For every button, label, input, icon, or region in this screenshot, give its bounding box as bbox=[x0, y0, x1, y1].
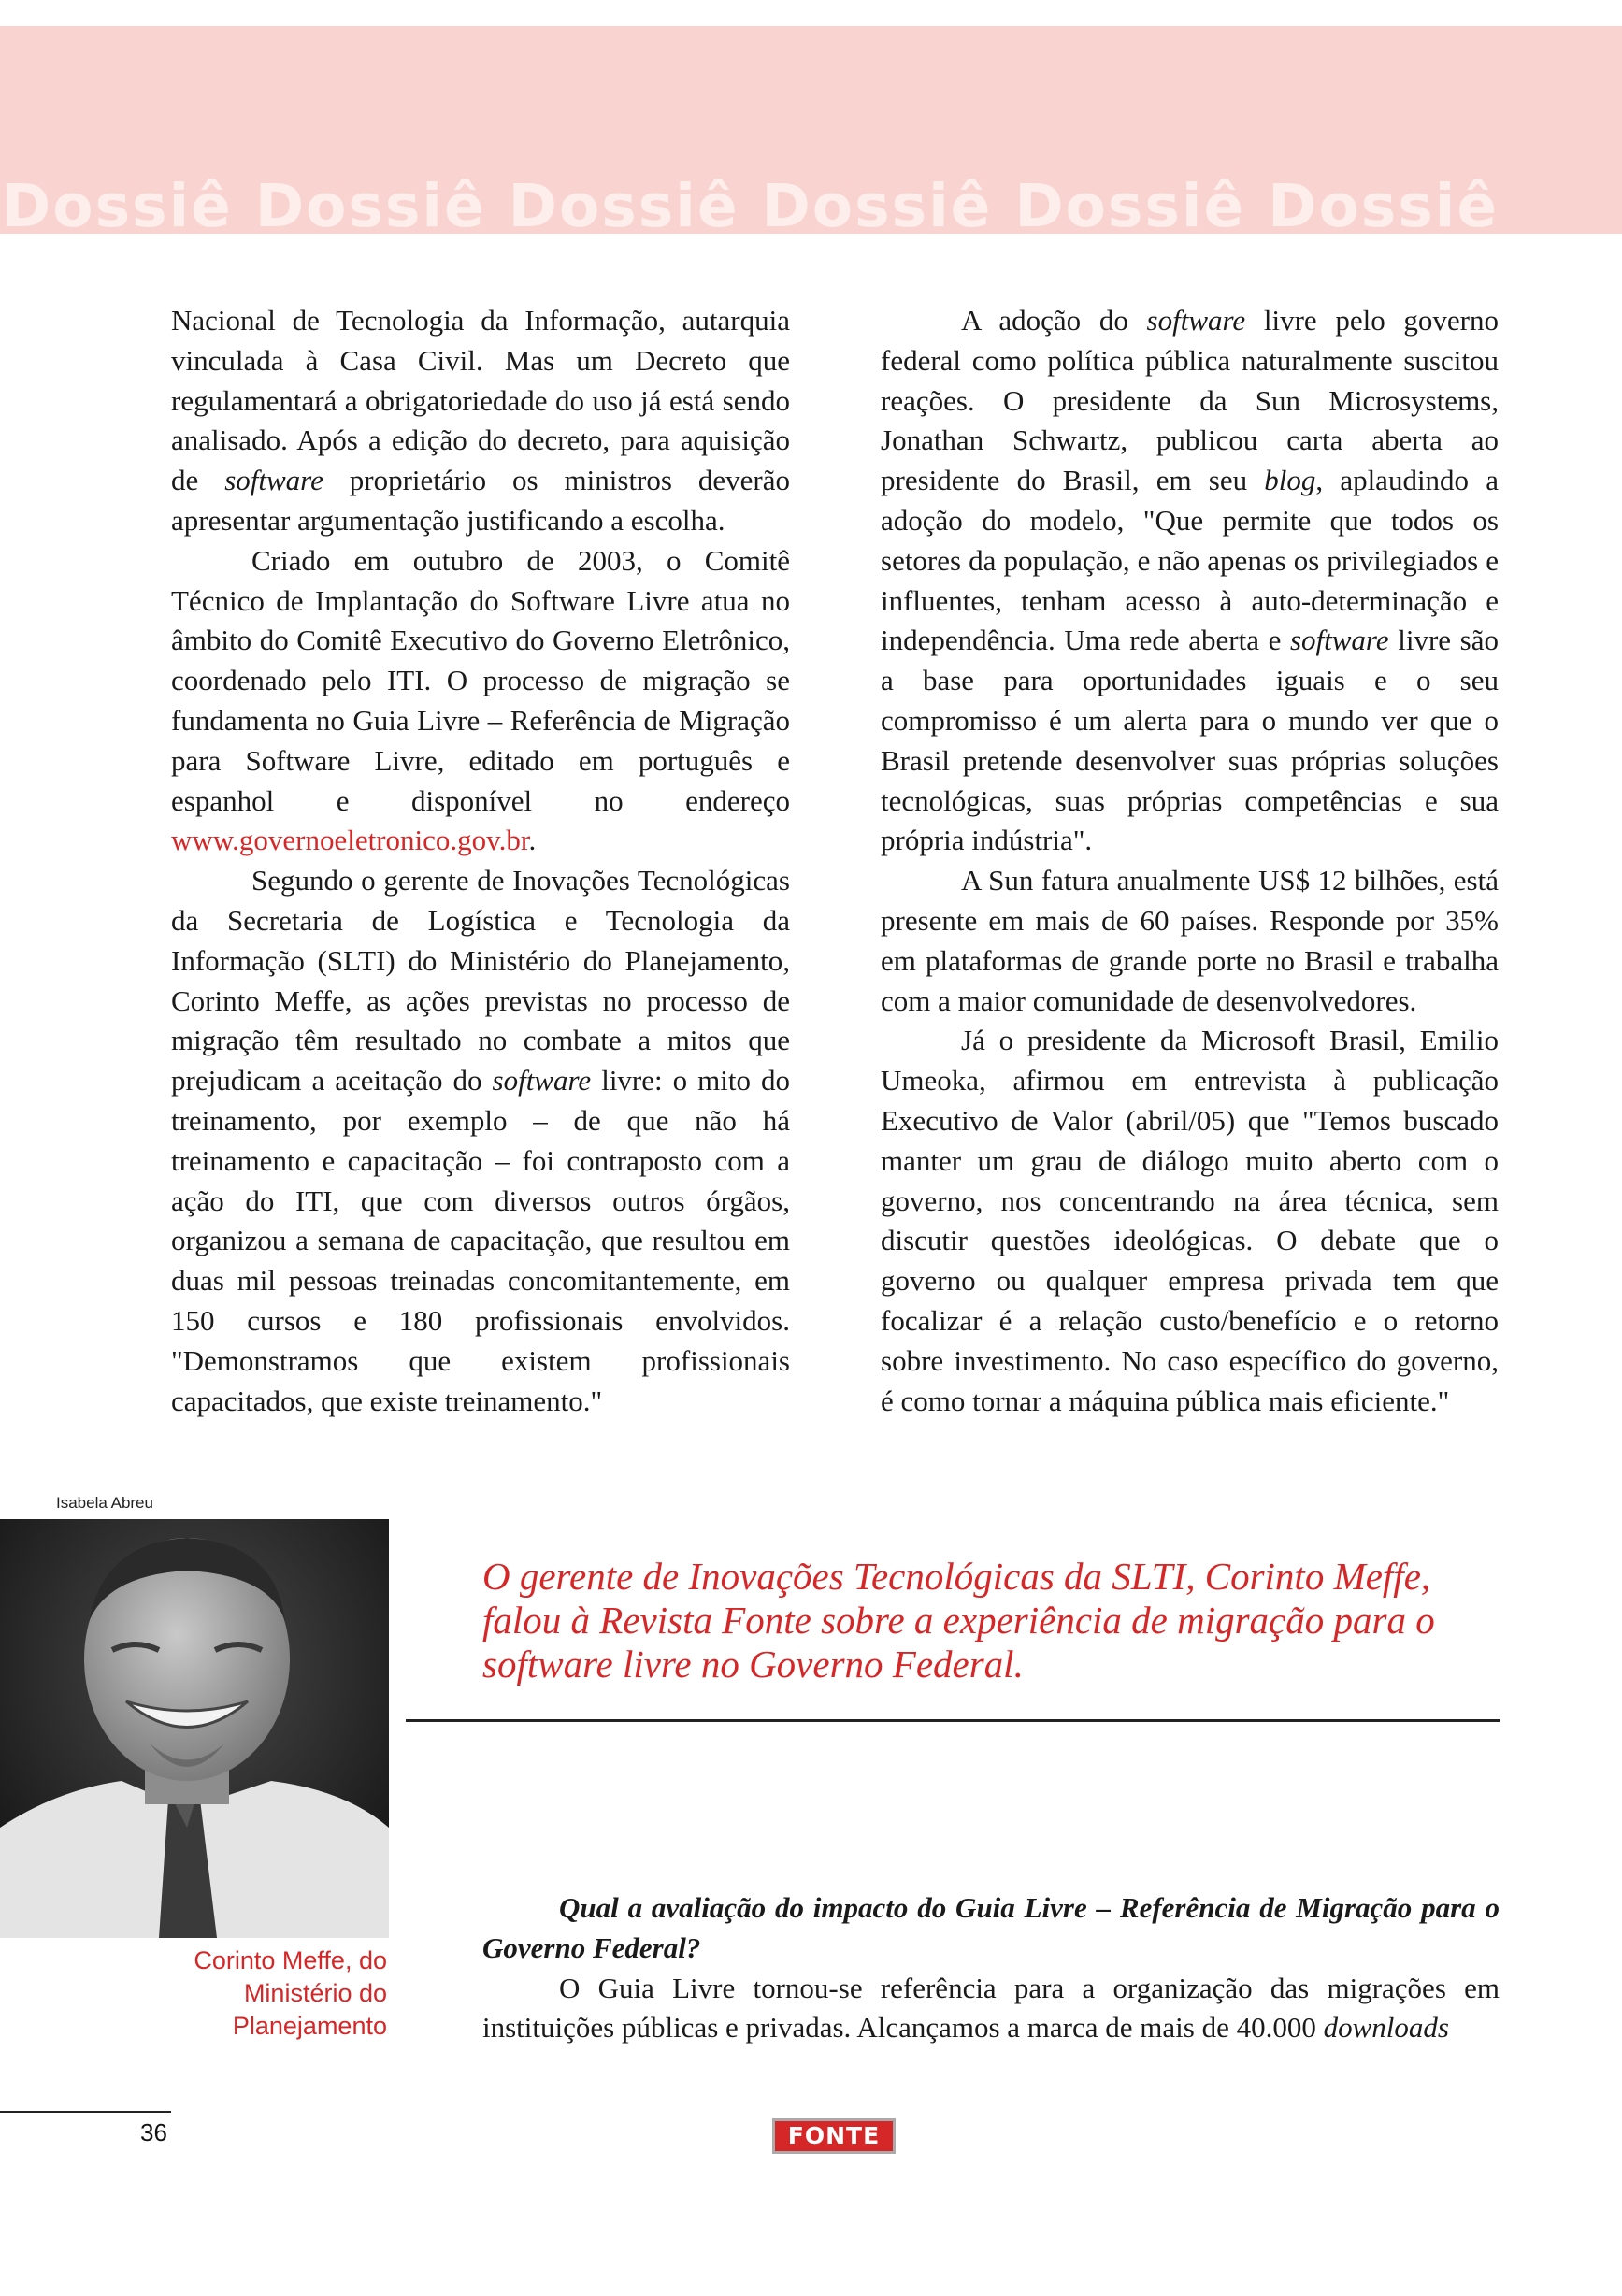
logo-text: FONTE bbox=[775, 2121, 893, 2151]
right-paragraph-1: A adoção do software livre pelo governo federal como política pública naturalmente suscitou reações. O presidente da Sun Microsystems, Jonathan Schwartz, publicou carta aberta ao presidente do Brasil, em seu blog, aplaudindo a adoção do modelo, "Que permite que todos os setores da população, e não apenas os privilegiados e influentes, tenham acesso à auto-determinação e independência. Uma rede aberta e software livre são a base para oportunidades iguais e o seu compromisso é um alerta para o mundo ver que o Brasil pretende desenvolver suas próprias soluções tecnológicas, suas próprias competências e sua própria indústria". bbox=[881, 304, 1499, 857]
page-number: 36 bbox=[140, 2118, 167, 2146]
banner-title: Dossiê Dossiê Dossiê Dossiê Dossiê Dossiê bbox=[2, 172, 1500, 240]
fonte-logo bbox=[772, 2118, 896, 2154]
header-banner bbox=[0, 26, 1622, 240]
website-link[interactable]: www.governoeletronico.gov.br bbox=[171, 824, 529, 857]
emphasis-software: software bbox=[224, 464, 323, 497]
right-paragraph-2: A Sun fatura anualmente US$ 12 bilhões, está presente em mais de 60 países. Responde por 35% em plataformas de grande porte no Brasil e trabalha com a maior comunidade de desenvolvedores. bbox=[881, 864, 1499, 1017]
pull-quote: O gerente de Inovações Tecnológicas da SLTI, Corinto Meffe, falou à Revista Fonte sobre a experiência de migração para o software livre no Governo Federal. bbox=[482, 1555, 1435, 1686]
left-paragraph-1: Nacional de Tecnologia da Informação, autarquia vinculada à Casa Civil. Mas um Decreto que regulamentará a obrigatoriedade do uso já está sendo analisado. Após a edição do decreto, para aquisição de software proprietário os ministros deverão apresentar argumentação justificando a escolha. bbox=[171, 304, 790, 537]
photo-caption: Corinto Meffe, do Ministério do Planejamento bbox=[194, 1946, 387, 2040]
footer-divider bbox=[0, 2111, 171, 2113]
interview-answer: O Guia Livre tornou-se referência para a organização das migrações em instituições públicas e privadas. Alcançamos a marca de mais de 40.000 downloads bbox=[482, 1971, 1500, 2045]
emphasis-software: software bbox=[492, 1064, 592, 1098]
right-paragraph-3: Já o presidente da Microsoft Brasil, Emilio Umeoka, afirmou em entrevista à publicação Executivo de Valor (abril/05) que "Temos buscado manter um grau de diálogo muito aberto com o governo, nos concentrando na área técnica, sem discutir questões ideológicas. O debate que o governo ou qualquer empresa privada tem que focalizar é a relação custo/benefício e o retorno sobre investimento. No caso específico do governo, é como tornar a máquina pública mais eficiente." bbox=[881, 1024, 1499, 1417]
right-column bbox=[881, 301, 1499, 1421]
interview-section bbox=[482, 1888, 1500, 2048]
pull-quote-divider bbox=[406, 1719, 1500, 1722]
photo-credit: Isabela Abreu bbox=[56, 1494, 153, 1512]
left-paragraph-2: Criado em outubro de 2003, o Comitê Técnico de Implantação do Software Livre atua no âmbito do Comitê Executivo do Governo Eletrônico, coordenado pelo ITI. O processo de migração se fundamenta no Guia Livre – Referência de Migração para Software Livre, editado em português e espanhol e disponível no endereço www.governoeletronico.gov.br. bbox=[171, 543, 790, 857]
interview-question: Qual a avaliação do impacto do Guia Livre – Referência de Migração para o Governo Federal? bbox=[482, 1891, 1500, 1964]
portrait-illustration bbox=[0, 1519, 389, 1938]
left-column bbox=[171, 301, 790, 1421]
portrait-photo bbox=[0, 1519, 389, 1938]
left-paragraph-3: Segundo o gerente de Inovações Tecnológicas da Secretaria de Logística e Tecnologia da Informação (SLTI) do Ministério do Planejamento, Corinto Meffe, as ações previstas no processo de migração têm resultado no combate a mitos que prejudicam a aceitação do software livre: o mito do treinamento, por exemplo – de que não há treinamento e capacitação – foi contraposto com a ação do ITI, que com diversos outros órgãos, organizou a semana de capacitação, que resultou em duas mil pessoas treinadas concomitantemente, em 150 cursos e 180 profissionais envolvidos. "Demonstramos que existem profissionais capacitados, que existe treinamento." bbox=[171, 864, 791, 1417]
